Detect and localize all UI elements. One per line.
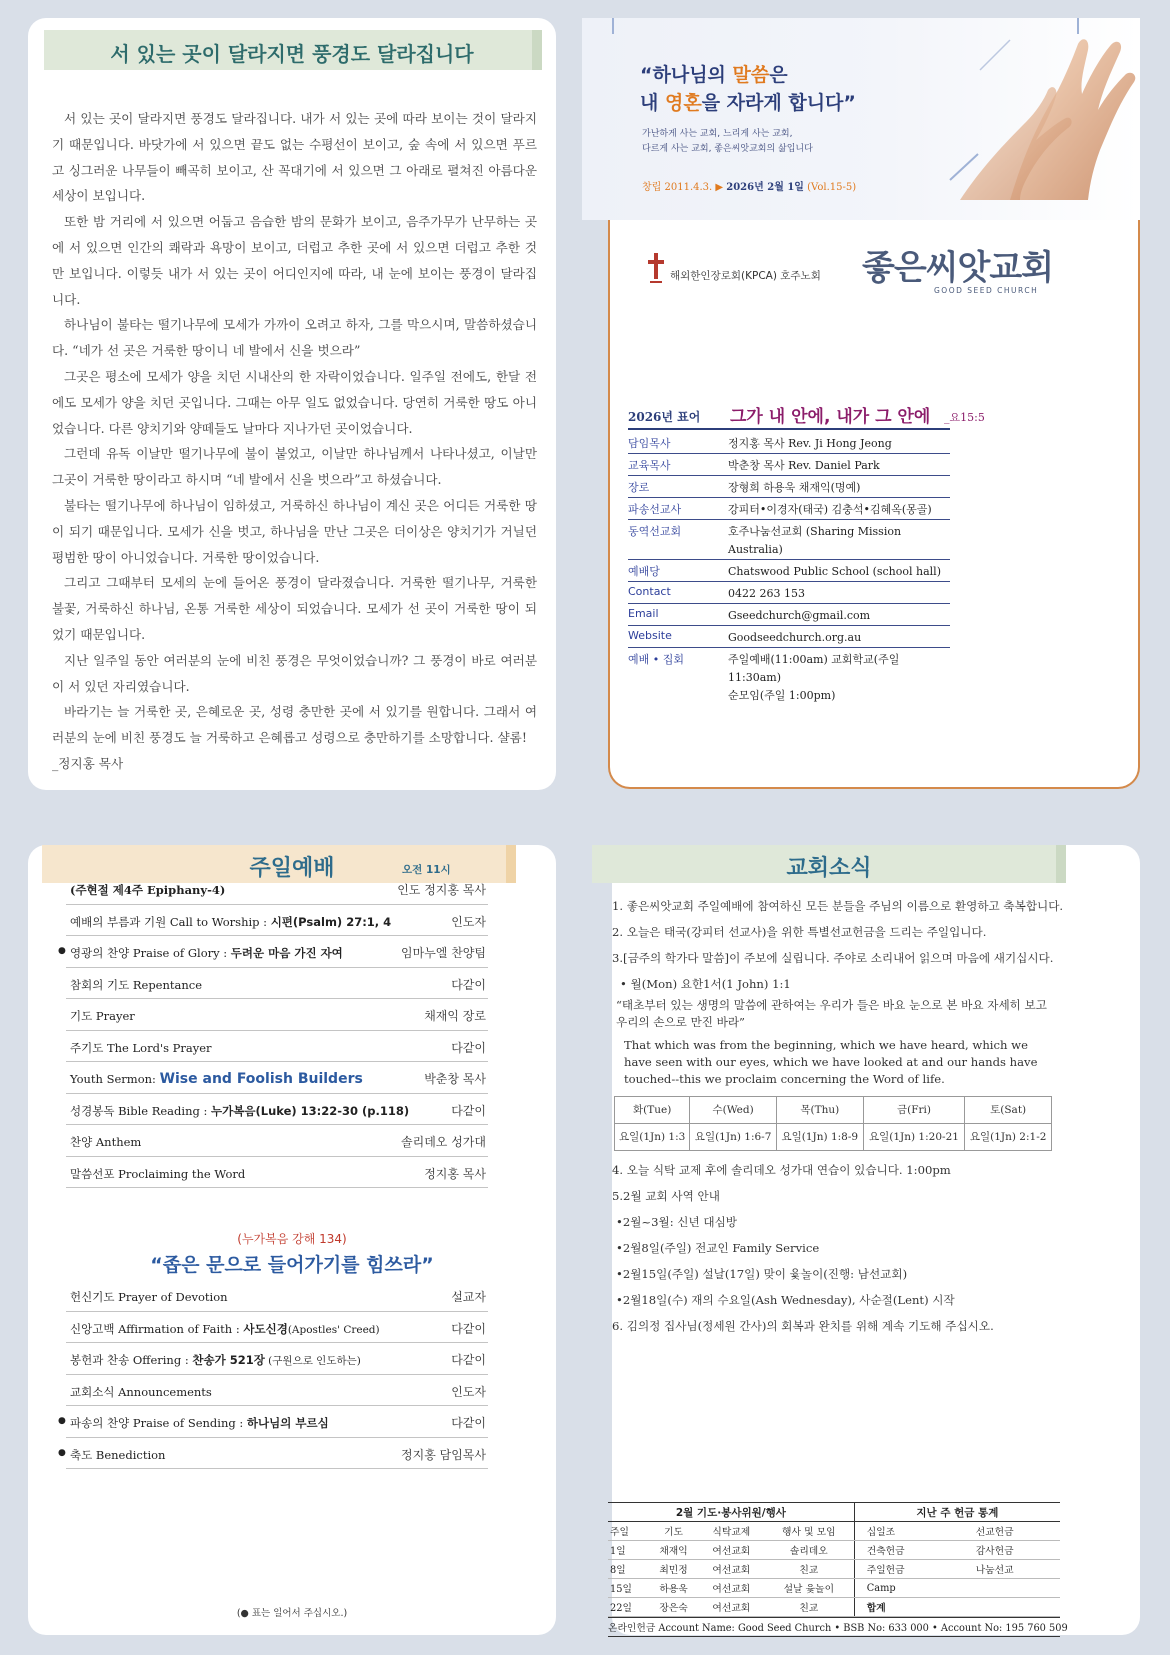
duty-head-cell: 주일: [608, 1522, 648, 1541]
sermon-paragraph: 그곳은 평소에 모세가 양을 치던 시내산의 한 자락이었습니다. 일주일 전에도, 한달 전에도 모세가 양을 치던 곳입니다. 그때는 아무 일도 없었습니다. 당연히 거룩한 땅도 아니었습니다. 다른 양치기와 양떼들도 날마다 지나가던 곳이었습니다.: [52, 368, 537, 436]
reading-day: 화(Tue): [615, 1097, 690, 1124]
worship-item-leader: 인도자: [451, 914, 486, 929]
worship-item-label: [70, 882, 225, 898]
church-info-list: [628, 432, 950, 705]
worship-item-bold: 시편(Psalm) 27:1, 4: [270, 914, 392, 929]
reading-ref: 요일(1Jn) 1:8-9: [776, 1124, 863, 1151]
sermon-paragraph: 또한 밤 거리에 서 있으면 어둡고 음습한 밤의 문화가 보이고, 음주가무가 난무하는 곳에 서 있으면 인간의 쾌락과 욕망이 보이고, 더럽고 추한 곳에 서 있으면 더럽고 추한 것만 보입니다. 이렇듯 내가 서 있는 곳이 어디인지에 따라, 내 눈에 보이는 풍경이 달라집니다.: [52, 214, 537, 307]
worship-item-text: Youth Sermon:: [70, 1072, 160, 1086]
worship-item: [66, 1343, 488, 1375]
worship-item: [66, 905, 488, 937]
worship-item-label: [70, 1415, 329, 1431]
standing-bullet-icon: ●: [58, 1416, 66, 1426]
worship-item-leader: 인도 정지홍 목사: [397, 883, 486, 897]
reading-day: 금(Fri): [863, 1097, 965, 1124]
worship-item-text: 교회소식 Announcements: [70, 1384, 212, 1399]
church-logo: 좋은씨앗교회: [862, 248, 1054, 288]
worship-item: [66, 968, 488, 1000]
duty-cell: 1일: [608, 1541, 648, 1560]
duty-head-cell: 기도: [648, 1522, 698, 1541]
worship-time: 오전 11시: [402, 864, 451, 876]
sermon-body: [52, 106, 537, 777]
worship-item-text: 영광의 찬양 Praise of Glory :: [70, 946, 231, 960]
worship-item-leader: 솔리데오 성가대: [401, 1135, 486, 1149]
worship-item-text: 신앙고백 Affirmation of Faith :: [70, 1321, 244, 1336]
worship-item-leader: 다같이: [451, 1040, 486, 1055]
worship-item: [58, 1438, 488, 1470]
info-row: 예배당 Chatswood Public School (school hall): [628, 560, 950, 582]
duty-title: 2월 기도·봉사위원/행사: [608, 1503, 854, 1522]
reading-table: [614, 1096, 1052, 1151]
cover-subtitle-2: 다르게 사는 교회, 좋은씨앗교회의 삶입니다: [642, 144, 813, 154]
duty-cell: 설날 윷놀이: [764, 1579, 854, 1598]
worship-item-bold: 하나님의 부르심: [246, 1416, 329, 1430]
worship-item-text: 찬양 Anthem: [70, 1135, 142, 1149]
news-item: •2월18일(수) 재의 수요일(Ash Wednesday), 사순절(Lent) 시작: [616, 1293, 955, 1307]
reading-day: 목(Thu): [776, 1097, 863, 1124]
duty-cell: 여선교회: [699, 1541, 764, 1560]
duty-head-cell: 식탁교제: [699, 1522, 764, 1541]
praying-hands-illustration: [940, 30, 1140, 200]
worship-item-leader: 박춘창 목사: [424, 1072, 486, 1086]
worship-item-highlight: Wise and Foolish Builders: [159, 1071, 363, 1087]
duty-row: [608, 1522, 1060, 1541]
standing-bullet-icon: ●: [58, 1447, 66, 1458]
reading-day: 수(Wed): [690, 1097, 777, 1124]
worship-item-leader: 다같이: [451, 1416, 486, 1430]
standing-bullet-icon: ●: [58, 946, 66, 956]
worship-item: [66, 873, 488, 905]
sermon-author: _정지홍 목사: [52, 755, 124, 771]
motto-text: 그가 내 안에, 내가 그 안에: [730, 407, 931, 427]
worship-item-text: 파송의 찬양 Praise of Sending :: [70, 1416, 247, 1430]
sermon-paragraph: 하나님이 불타는 떨기나무에 모세가 가까이 오려고 하자, 그를 막으시며, 말씀하셨습니다. “네가 선 곳은 거룩한 땅이니 네 발에서 신을 벗으라”: [52, 317, 537, 359]
worship-item-label: [70, 1166, 245, 1182]
duty-row: [608, 1598, 1060, 1617]
worship-item: [66, 999, 488, 1031]
standing-note: (● 표는 일어서 주십시오.): [236, 1608, 348, 1619]
offering-cell: 건축헌금: [854, 1541, 935, 1560]
cross-icon: [648, 253, 664, 287]
offering-cell: 합계: [854, 1598, 935, 1617]
worship-item-leader: 인도자: [451, 1384, 486, 1399]
worship-item-leader: 임마누엘 찬양팀: [401, 946, 486, 960]
worship-item-text: 성경봉독 Bible Reading :: [70, 1103, 212, 1118]
duty-head-cell: 행사 및 모임: [764, 1522, 854, 1541]
worship-items-before-sermon: [58, 873, 488, 1188]
offering-cell: [936, 1598, 1060, 1617]
duty-cell: 솔리데오: [764, 1541, 854, 1560]
worship-item: [66, 1031, 488, 1063]
duty-cell: 여선교회: [699, 1560, 764, 1579]
worship-item-label: [70, 1040, 212, 1056]
reading-ref: 요일(1Jn) 1:6-7: [690, 1124, 777, 1151]
worship-item-label: [70, 1134, 141, 1150]
duty-row: [608, 1579, 1060, 1598]
denomination: 해외한인장로회(KPCA) 호주노회: [670, 270, 821, 282]
worship-item-text: 축도 Benediction: [70, 1447, 166, 1462]
news-item: 6. 김의정 집사님(정세원 간사)의 회복과 완치를 위해 계속 기도해 주십시오.: [612, 1319, 994, 1333]
worship-item: [66, 1094, 488, 1126]
info-row: 동역선교회 호주나눔선교회 (Sharing Mission Australia): [628, 520, 950, 560]
motto-year: 2026년 표어: [628, 410, 701, 424]
worship-item-label: [70, 1289, 228, 1305]
info-row-website: Website Goodseedchurch.org.au: [628, 626, 950, 648]
worship-item: [58, 936, 488, 968]
issue-date: 창립 2011.4.3. ▶ 2026년 2월 1일 (Vol.15-5): [642, 182, 857, 193]
worship-item-leader: 다같이: [451, 1321, 486, 1336]
worship-item-label: [70, 1321, 380, 1337]
reading-ref: 요일(1Jn) 1:3: [615, 1124, 690, 1151]
duty-cell: 장은숙: [648, 1598, 698, 1617]
worship-item-leader: 설교자: [451, 1290, 486, 1304]
offering-cell: 십일조: [854, 1522, 935, 1541]
duty-cell: 최민정: [648, 1560, 698, 1579]
sermon-paragraph: 그런데 유독 이날만 떨기나무에 불이 붙었고, 이날만 하나님께서 나타나셨고, 이날만 그곳이 거룩한 땅이라고 하시며 “네 발에서 신을 벗으라”고 하셨습니다.: [52, 446, 537, 488]
worship-item-label: [70, 1447, 165, 1463]
reading-day: 토(Sat): [965, 1097, 1052, 1124]
news-title: 교회소식: [786, 856, 872, 881]
duty-cell: 여선교회: [699, 1579, 764, 1598]
worship-item-text: 헌신기도 Prayer of Devotion: [70, 1290, 228, 1304]
reading-ref: 요일(1Jn) 1:20-21: [863, 1124, 965, 1151]
offering-cell: [936, 1579, 1060, 1598]
offering-cell: 선교헌금: [936, 1522, 1060, 1541]
sermon-page: [28, 18, 556, 790]
worship-item-label: [70, 1103, 409, 1119]
news-page: [608, 845, 1140, 1635]
worship-item-leader: 채재익 장로: [424, 1009, 486, 1023]
worship-item-text: 참회의 기도 Repentance: [70, 977, 203, 992]
church-logo-english: GOOD SEED CHURCH: [934, 286, 1039, 295]
news-item: 2. 오늘은 태국(강피터 선교사)을 위한 특별선교헌금을 드리는 주일입니다.: [612, 925, 987, 939]
sermon-paragraph: 불타는 떨기나무에 하나님이 임하셨고, 거룩하신 하나님이 계신 곳은 어디든 거룩한 땅이 되기 때문입니다. 모세가 신을 벗고, 하나님을 만난 그곳은 더이상은 양치기가 거닐던 평범한 땅이 아니었습니다. 거룩한 땅이었습니다.: [52, 497, 537, 565]
info-row: Contact 0422 263 153: [628, 582, 950, 604]
duty-cell: 15일: [608, 1579, 648, 1598]
worship-item-note: (구원으로 인도하는): [264, 1355, 361, 1367]
news-item: 3.[금주의 학가다 말씀]이 주보에 실립니다. 주야로 소리내어 읽으며 마음에 새기십시다.: [612, 951, 1054, 965]
news-item: 5.2월 교회 사역 안내: [612, 1189, 720, 1203]
duty-row: [608, 1541, 1060, 1560]
worship-item-text: 주기도 The Lord's Prayer: [70, 1040, 212, 1055]
duty-cell: 8일: [608, 1560, 648, 1579]
news-item: 1. 좋은씨앗교회 주일예배에 참여하신 모든 분들을 주님의 이름으로 환영하고 축복합니다.: [612, 899, 1064, 913]
worship-item: [66, 1125, 488, 1157]
sermon-page-title: 서 있는 곳이 달라지면 풍경도 달라집니다: [110, 42, 474, 66]
sermon-title: “좁은 문으로 들어가기를 힘쓰라”: [150, 1254, 434, 1276]
duty-cell: 여선교회: [699, 1598, 764, 1617]
worship-item-leader: 정지홍 목사: [424, 1166, 486, 1181]
info-row: 예배 • 집회 주일예배(11:00am) 교회학교(주일 11:30am) 순모임(주일 1:00pm): [628, 653, 900, 702]
worship-item-bold: 두려운 마음 가진 자여: [230, 946, 343, 960]
sermon-series: (누가복음 강해 134): [237, 1232, 347, 1246]
offering-cell: 나눔선교: [936, 1560, 1060, 1579]
sermon-paragraph: 바라기는 늘 거룩한 곳, 은혜로운 곳, 성령 충만한 곳에 서 있기를 원합니다. 그래서 여러분의 눈에 비친 풍경도 늘 거룩하고 은혜롭고 성령으로 충만하기를 소망합니다. 샬롬!: [52, 704, 537, 746]
worship-item-label: [70, 1352, 361, 1368]
worship-item-label: [70, 1384, 212, 1400]
sermon-paragraph: 지난 일주일 동안 여러분의 눈에 비친 풍경은 무엇이었습니까? 그 풍경이 바로 여러분이 서 있던 자리였습니다.: [52, 652, 537, 694]
sermon-paragraph: 서 있는 곳이 달라지면 풍경도 달라집니다. 내가 서 있는 곳에 따라 보이는 것이 달라지기 때문입니다. 바닷가에 서 있으면 끝도 없는 수평선이 보이고, 숲 속에 서 있으면 푸르고 싱그러운 나무들이 빼곡히 보이고, 산 꼭대기에 서 있으면 그 아래로 펼쳐진 아름다운 세상이 보입니다.: [52, 111, 537, 204]
info-row: 담임목사 정지홍 목사 Rev. Ji Hong Jeong: [628, 432, 950, 454]
news-item: •2월15일(주일) 설날(17일) 맞이 윷놀이(진행: 남선교회): [616, 1267, 908, 1281]
news-item: • 월(Mon) 요한1서(1 John) 1:1: [620, 977, 791, 991]
cover-page: [582, 18, 1140, 790]
news-item: •2월~3월: 신년 대심방: [616, 1215, 737, 1229]
worship-item: [66, 1157, 488, 1189]
worship-item-bold: 누가복음(Luke) 13:22-30 (p.118): [211, 1103, 410, 1118]
info-row: 장로 장형희 하용욱 채재익(명예): [628, 476, 950, 498]
cover-header: [582, 18, 1140, 220]
worship-title: 주일예배: [249, 856, 335, 881]
offering-cell: 감사헌금: [936, 1541, 1060, 1560]
sermon-paragraph: 그리고 그때부터 모세의 눈에 들어온 풍경이 달라졌습니다. 거룩한 떨기나무, 거룩한 불꽃, 거룩하신 하나님, 온통 거룩한 세상이 되었습니다. 모세가 선 곳이 거룩한 땅이 되었기 때문입니다.: [52, 575, 537, 642]
offering-cell: 주일헌금: [854, 1560, 935, 1579]
news-item: •2월8일(주일) 전교인 Family Service: [616, 1241, 820, 1255]
duty-cell: 하용욱: [648, 1579, 698, 1598]
offering-cell: Camp: [854, 1579, 935, 1598]
worship-item-bold: 찬송가 521장: [192, 1353, 265, 1367]
worship-item-text: (주현절 제4주 Epiphany-4): [70, 883, 226, 897]
duty-cell: 친교: [764, 1560, 854, 1579]
worship-items-after-sermon: [58, 1280, 488, 1469]
worship-item-note: (Apostles' Creed): [287, 1323, 380, 1336]
online-offering-account: 온라인헌금 Account Name: Good Seed Church • BSB No: 633 000 • Account No: 195 760 509: [608, 1617, 1060, 1637]
duty-cell: 채재익: [648, 1541, 698, 1560]
verse-english: That which was from the beginning, which we have heard, which we have seen with our eyes, which we have looked at and our hands have touched--this we proclaim concerning the Word of life.: [624, 1038, 1038, 1086]
worship-item-text: 말씀선포 Proclaiming the Word: [70, 1166, 246, 1181]
worship-item-label: [70, 1008, 135, 1024]
worship-item-leader: 다같이: [451, 977, 486, 992]
news-item: 4. 오늘 식탁 교제 후에 솔리데오 성가대 연습이 있습니다. 1:00pm: [612, 1163, 951, 1177]
worship-item-text: 기도 Prayer: [70, 1009, 135, 1023]
worship-item-label: [70, 977, 202, 993]
cover-quote-line1: “하나님의 말씀은: [640, 64, 788, 86]
worship-order-page: [28, 845, 556, 1635]
motto-reference: _요15:5: [944, 411, 985, 424]
duty-offering-table: [608, 1502, 1068, 1637]
verse-korean: “태초부터 있는 생명의 말씀에 관하여는 우리가 들은 바요 눈으로 본 바요 자세히 보고 우리의 손으로 만진 바라”: [616, 998, 1047, 1029]
worship-item-text: 예배의 부름과 기원 Call to Worship :: [70, 914, 271, 929]
worship-item-leader: 정지홍 담임목사: [401, 1447, 486, 1462]
news-list: [612, 893, 1064, 1339]
cover-subtitle-1: 가난하게 사는 교회, 느리게 사는 교회,: [642, 129, 793, 139]
duty-row: [608, 1560, 1060, 1579]
worship-item-label: [70, 914, 391, 930]
worship-item-label: [70, 1071, 363, 1087]
worship-item-text: 봉헌과 찬송 Offering :: [70, 1353, 193, 1367]
worship-item: [66, 1375, 488, 1407]
info-row: 파송선교사 강피터•이경자(태국) 김충석•김혜옥(몽골): [628, 498, 950, 520]
duty-cell: 친교: [764, 1598, 854, 1617]
worship-item-leader: 다같이: [451, 1103, 486, 1118]
info-row-email: Email Gseedchurch@gmail.com: [628, 604, 950, 626]
worship-item-leader: 다같이: [451, 1353, 486, 1367]
worship-item: [66, 1062, 488, 1094]
worship-item: [66, 1312, 488, 1344]
worship-item-label: [70, 945, 343, 961]
divider: [628, 428, 950, 430]
worship-item: [58, 1406, 488, 1438]
info-row: 교육목사 박춘창 목사 Rev. Daniel Park: [628, 454, 950, 476]
worship-item-bold: 사도신경: [243, 1321, 288, 1336]
duty-cell: 22일: [608, 1598, 648, 1617]
reading-ref: 요일(1Jn) 2:1-2: [965, 1124, 1052, 1151]
offering-title: 지난 주 헌금 통계: [854, 1503, 1060, 1522]
worship-item: [66, 1280, 488, 1312]
cover-quote-line2: 내 영혼을 자라게 합니다”: [640, 92, 856, 114]
